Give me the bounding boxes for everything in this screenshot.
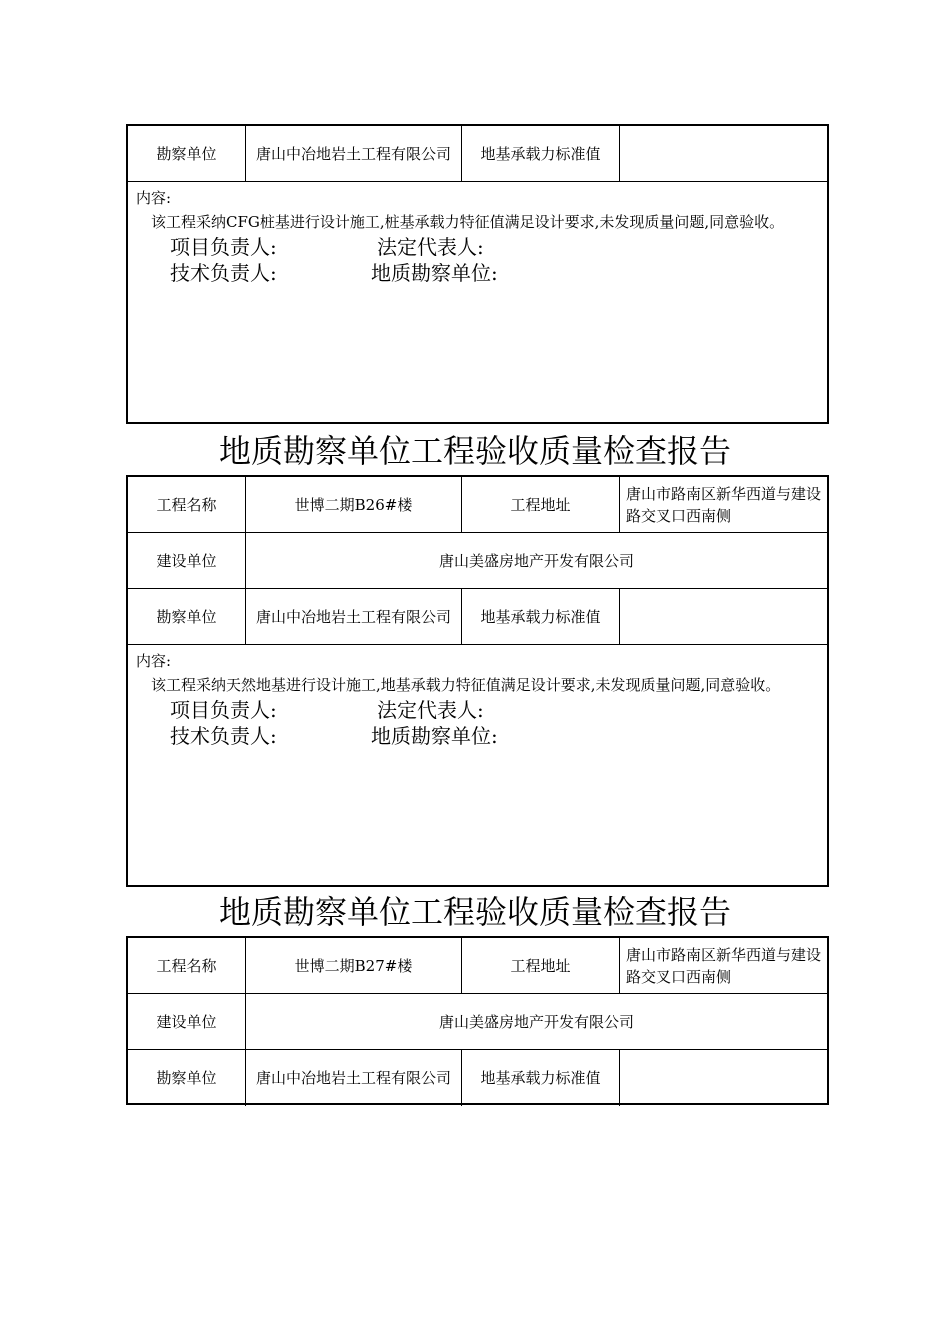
survey-unit-row (128, 1050, 827, 1106)
technical-leader-label: 技术负责人: (170, 724, 277, 748)
content-text: 该工程采纳CFG桩基进行设计施工,桩基承载力特征值满足设计要求,未发现质量问题,同意验收。 (151, 213, 785, 231)
project-name-label: 工程名称 (128, 938, 246, 993)
project-leader-label: 项目负责人: (170, 698, 277, 722)
content-section (128, 645, 827, 885)
construction-unit-row (128, 533, 827, 589)
report-table-2 (126, 475, 829, 887)
project-address-value: 唐山市路南区新华西道与建设路交叉口西南侧 (626, 945, 822, 986)
content-section (128, 182, 827, 422)
signature-line-1 (136, 697, 819, 723)
bearing-capacity-label: 地基承载力标准值 (462, 1050, 620, 1106)
content-text: 该工程采纳天然地基进行设计施工,地基承载力特征值满足设计要求,未发现质量问题,同意验收。 (151, 676, 781, 694)
survey-unit-row (128, 126, 827, 182)
construction-unit-label: 建设单位 (128, 994, 246, 1049)
project-name-value: 世博二期B26#楼 (246, 477, 462, 532)
content-label: 内容: (136, 652, 172, 670)
project-info-row (128, 477, 827, 533)
report-table-1 (126, 124, 829, 424)
project-leader-label: 项目负责人: (170, 235, 277, 259)
report-title: 地质勘察单位工程验收质量检查报告 (218, 432, 731, 470)
bearing-capacity-value (620, 589, 827, 644)
technical-leader-label: 技术负责人: (170, 261, 277, 285)
bearing-capacity-label: 地基承载力标准值 (462, 126, 620, 181)
project-info-row (128, 938, 827, 994)
report-table-3 (126, 936, 829, 1105)
project-name-label: 工程名称 (128, 477, 246, 532)
construction-unit-row (128, 994, 827, 1050)
bearing-capacity-label: 地基承载力标准值 (462, 589, 620, 644)
bearing-capacity-value (620, 126, 827, 181)
survey-unit-label: 勘察单位 (128, 126, 246, 181)
survey-unit-value: 唐山中冶地岩土工程有限公司 (246, 589, 462, 644)
project-address-value: 唐山市路南区新华西道与建设路交叉口西南侧 (626, 484, 822, 525)
geo-survey-unit-label: 地质勘察单位: (371, 724, 498, 748)
content-label: 内容: (136, 189, 172, 207)
survey-unit-value: 唐山中冶地岩土工程有限公司 (246, 126, 462, 181)
signature-line-1 (136, 234, 819, 260)
survey-unit-value: 唐山中冶地岩土工程有限公司 (246, 1050, 462, 1106)
project-address-label: 工程地址 (462, 938, 620, 993)
signature-line-2 (136, 260, 819, 286)
legal-rep-label: 法定代表人: (377, 235, 484, 259)
geo-survey-unit-label: 地质勘察单位: (371, 261, 498, 285)
project-address-label: 工程地址 (462, 477, 620, 532)
signature-line-2 (136, 723, 819, 749)
construction-unit-value: 唐山美盛房地产开发有限公司 (438, 1012, 634, 1031)
construction-unit-value: 唐山美盛房地产开发有限公司 (438, 551, 634, 570)
project-name-value: 世博二期B27#楼 (246, 938, 462, 993)
report-title: 地质勘察单位工程验收质量检查报告 (218, 893, 731, 931)
survey-unit-label: 勘察单位 (128, 1050, 246, 1106)
bearing-capacity-value (620, 1050, 827, 1106)
legal-rep-label: 法定代表人: (377, 698, 484, 722)
survey-unit-row (128, 589, 827, 645)
construction-unit-label: 建设单位 (128, 533, 246, 588)
survey-unit-label: 勘察单位 (128, 589, 246, 644)
